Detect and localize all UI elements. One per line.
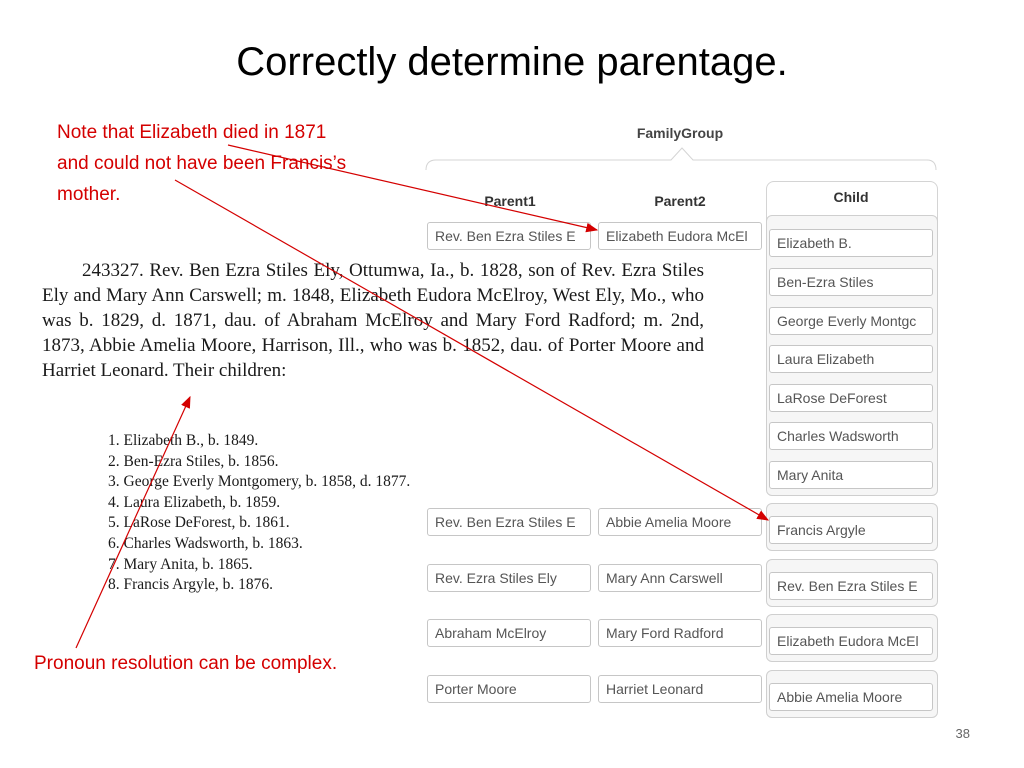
child-field[interactable]: Abbie Amelia Moore xyxy=(769,683,933,711)
slide-title: Correctly determine parentage. xyxy=(236,40,788,84)
child-field[interactable]: Ben-Ezra Stiles xyxy=(769,268,933,296)
parent2-field[interactable]: Harriet Leonard xyxy=(598,675,762,703)
child-line: 7. Mary Anita, b. 1865. xyxy=(108,555,253,573)
arrow-to-elizabeth-field xyxy=(228,145,597,230)
child-line: 4. Laura Elizabeth, b. 1859. xyxy=(108,493,281,511)
arrow-to-their-children xyxy=(76,397,190,648)
parent1-field[interactable]: Porter Moore xyxy=(427,675,591,703)
family-group-label: FamilyGroup xyxy=(636,125,724,141)
child-field[interactable]: Charles Wadsworth xyxy=(769,422,933,450)
child-field[interactable]: Elizabeth Eudora McEl xyxy=(769,627,933,655)
child-field[interactable]: George Everly Montgc xyxy=(769,307,933,335)
child-field[interactable]: Laura Elizabeth xyxy=(769,345,933,373)
parent2-field[interactable]: Elizabeth Eudora McEl xyxy=(598,222,762,250)
header-child: Child xyxy=(833,189,869,205)
parent1-field[interactable]: Rev. Ezra Stiles Ely xyxy=(427,564,591,592)
child-field[interactable]: Elizabeth B. xyxy=(769,229,933,257)
child-field[interactable]: LaRose DeForest xyxy=(769,384,933,412)
parent2-field[interactable]: Abbie Amelia Moore xyxy=(598,508,762,536)
header-parent1: Parent1 xyxy=(484,193,536,209)
child-field[interactable]: Francis Argyle xyxy=(769,516,933,544)
child-field[interactable]: Rev. Ben Ezra Stiles E xyxy=(769,572,933,600)
parent1-field[interactable]: Rev. Ben Ezra Stiles E xyxy=(427,508,591,536)
child-line: 3. George Everly Montgomery, b. 1858, d. 1877. xyxy=(108,473,411,491)
annotation-pronoun-note: Pronoun resolution can be complex. xyxy=(34,653,338,674)
child-line: 6. Charles Wadsworth, b. 1863. xyxy=(108,534,303,552)
child-line: 2. Ben-Ezra Stiles, b. 1856. xyxy=(108,452,279,470)
parent1-field[interactable]: Abraham McElroy xyxy=(427,619,591,647)
parent1-field[interactable]: Rev. Ben Ezra Stiles E xyxy=(427,222,591,250)
annotation-elizabeth-note: Note that Elizabeth died in 1871 and could not have been Francis’s mother. xyxy=(57,122,347,205)
parent2-field[interactable]: Mary Ford Radford xyxy=(598,619,762,647)
entry-paragraph: 243327. Rev. Ben Ezra Stiles Ely, Ottumwa, Ia., b. 1828, son of Rev. Ezra Stiles Ely and Mary Ann Carswell; m. 1848, Elizabeth Eudora McElroy, West Ely, Mo., who was b. 1829, d. 1871, dau. of Abraham McElroy and Mary Ford Radford; m. 2nd, 1873, Abbie Amelia Moore, Harrison, Ill., who was b. 1852, dau. of Porter Moore and Harriet Leonard. Their children: xyxy=(42,260,704,381)
child-line: 1. Elizabeth B., b. 1849. xyxy=(108,432,259,449)
arrow-to-francis-field xyxy=(175,180,768,520)
parent2-field[interactable]: Mary Ann Carswell xyxy=(598,564,762,592)
page-number: 38 xyxy=(955,726,970,741)
child-line: 8. Francis Argyle, b. 1876. xyxy=(108,576,274,594)
child-field[interactable]: Mary Anita xyxy=(769,461,933,489)
child-line: 5. LaRose DeForest, b. 1861. xyxy=(108,514,290,532)
header-parent2: Parent2 xyxy=(654,193,706,209)
